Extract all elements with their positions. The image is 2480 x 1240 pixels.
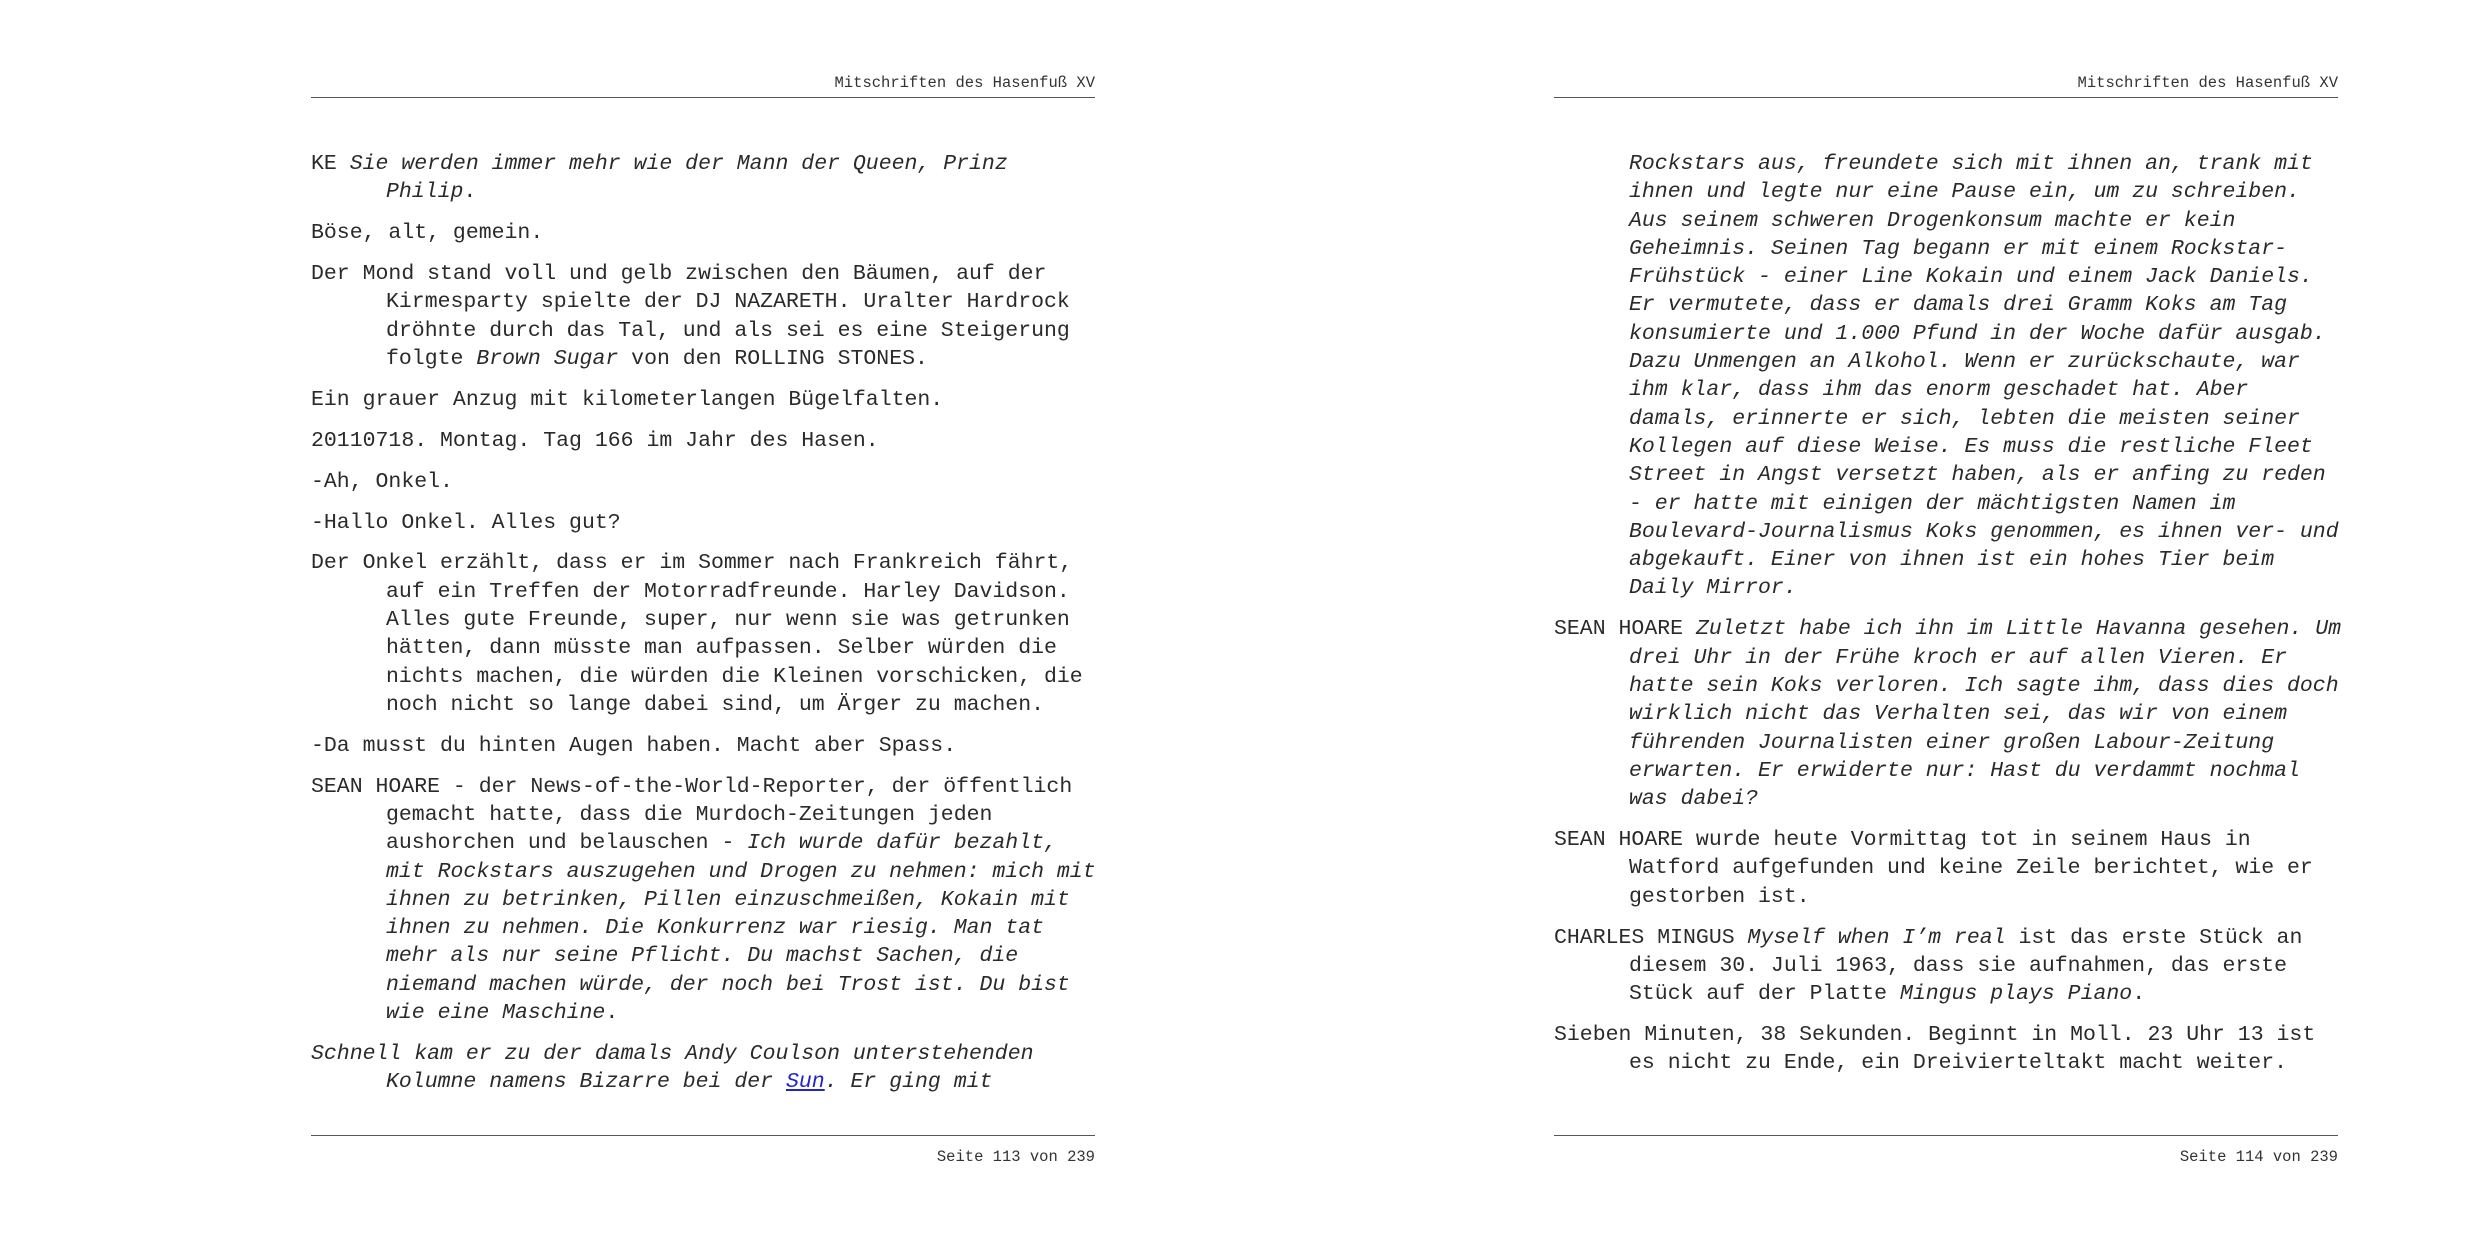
paragraph-text: SEAN HOARE wurde heute Vormittag tot in seinem Haus in Watford aufgefunden und keine Zeile berichtet, wie er gestorben ist. (1554, 828, 2313, 909)
dialogue-line: -Ah, Onkel. (311, 469, 453, 494)
paragraph (1554, 615, 2344, 813)
speaker-label: SEAN HOARE (1554, 617, 1696, 642)
page-114 (1240, 0, 2480, 1240)
paragraph-text: SEAN HOARE - der News-of-the-World-Reporter, der öffentlich gemacht hatte, dass die Murdoch-Zeitungen jeden aushorchen und belauschen - (311, 774, 1073, 856)
song-title: Myself when I’m real (1747, 925, 2006, 950)
paragraph-text: Der Onkel erzählt, dass er im Sommer nach Frankreich fährt, auf ein Treffen der Motorradfreunde. Harley Davidson. Alles gute Freunde, super, nur wenn sie was getrunken hätten, dann müsste man aufpassen. Selber würden die nichts machen, die würden die Kleinen vorschicken, die noch nicht so lange dabei sind, um Ärger zu machen. (311, 551, 1083, 717)
quote-text: Rockstars aus, freundete sich mit ihnen an, trank mit ihnen und legte nur eine Pause ein, um zu schreiben. Aus seinem schweren Drogenkonsum machte er kein Geheimnis. Seinen Tag begann er mit einem Rockstar-Frühstück - einer Line Kokain und einem Jack Daniels. Er vermutete, dass er damals drei Gramm Koks am Tag konsumierte und 1.000 Pfund in der Woche dafür ausgab. Dazu Unmengen an Alkohol. Wenn er zurückschaute, war ihm klar, dass ihm das enorm geschadet hat. Aber damals, erinnerte er sich, lebten die meisten seiner Kollegen auf diese Weise. Es muss die restliche Fleet Street in Angst versetzt haben, als er anfing zu reden - er hatte mit einigen der mächtigsten Namen im Boulevard-Journalismus Koks genommen, es ihnen ver- und abgekauft. Einer von ihnen ist ein hohes Tier beim Daily Mirror. (1629, 152, 2339, 601)
paragraph-text: Böse, alt, gemein. (311, 221, 544, 246)
quote-text: Schnell kam er zu der damals Andy Coulson unterstehenden Kolumne namens Bizarre bei der (311, 1041, 1034, 1095)
running-header: Mitschriften des Hasenfuß XV (2077, 74, 2338, 92)
punctuation: . (2132, 982, 2146, 1007)
quote-text: Ich wurde dafür bezahlt, mit Rockstars auszugehen und Drogen zu nehmen: mich mit ihnen zu betrinken, Pillen einzuschmeißen, Kokain mit ihnen zu nehmen. Die Konkurrenz war riesig. Man tat mehr als nur seine Pflicht. Du machst Sachen, die niemand machen würde, der noch bei Trost ist. Du bist wie eine Maschine (386, 831, 1096, 1026)
paragraph (311, 549, 1101, 719)
paragraph (311, 732, 1101, 760)
speaker-label: KE (311, 152, 350, 176)
paragraph-text: Der Mond stand voll und gelb zwischen den Bäumen, auf der Kirmesparty spielte der DJ NAZARETH. Uralter Hardrock dröhnte durch das Tal, und als sei es eine Steigerung folgte (311, 262, 1070, 371)
paragraph (311, 386, 1101, 414)
speaker-label: CHARLES MINGUS (1554, 925, 1748, 950)
sun-link[interactable]: Sun (785, 1070, 825, 1095)
header-rule (1554, 97, 2338, 98)
quote-text: Sie werden immer mehr wie der Mann der Queen, Prinz Philip (349, 152, 1008, 205)
paragraph-text: Sieben Minuten, 38 Sekunden. Beginnt in Moll. 23 Uhr 13 ist es nicht zu Ende, ein Dreivierteltakt macht weiter. (1554, 1022, 2316, 1076)
header-rule (311, 97, 1095, 98)
running-header: Mitschriften des Hasenfuß XV (834, 74, 1095, 92)
date-line: 20110718. Montag. Tag 166 im Jahr des Hasen. (311, 428, 879, 453)
album-title: Mingus plays Piano (1899, 982, 2133, 1007)
paragraph (311, 468, 1101, 496)
paragraph (1554, 924, 2344, 1009)
paragraph (311, 219, 1101, 247)
paragraph (311, 1040, 1101, 1097)
paragraph (1554, 826, 2344, 911)
page-number: Seite 114 von 239 (2179, 1148, 2338, 1166)
footer-rule (311, 1135, 1095, 1136)
paragraph (1554, 150, 2344, 603)
page-body (1554, 150, 2344, 1090)
paragraph (311, 260, 1101, 373)
punctuation: . (463, 180, 477, 205)
footer-rule (1554, 1135, 2338, 1136)
dialogue-line: -Da musst du hinten Augen haben. Macht aber Spass. (311, 733, 957, 758)
page-body (311, 150, 1101, 1109)
paragraph-text: von den ROLLING STONES. (618, 346, 928, 371)
dialogue-line: -Hallo Onkel. Alles gut? (311, 510, 621, 535)
paragraph (1554, 1021, 2344, 1078)
punctuation: . (605, 1001, 619, 1026)
quote-text: . Er ging mit (824, 1070, 993, 1095)
paragraph (311, 427, 1101, 455)
paragraph (311, 773, 1101, 1028)
page-number: Seite 113 von 239 (936, 1148, 1095, 1166)
quote-text: Zuletzt habe ich ihn im Little Havanna gesehen. Um drei Uhr in der Frühe kroch er auf allen Vieren. Er hatte sein Koks verloren. Ich sagte ihm, dass dies doch wirklich nicht das Verhalten sei, das wir von einem führenden Journalisten einer großen Labour-Zeitung erwarten. Er erwiderte nur: Hast du verdammt nochmal was dabei? (1629, 617, 2342, 812)
paragraph-text: ist das erste Stück an diesem 30. Juli 1963, dass sie aufnahmen, das erste Stück auf der Platte (1629, 925, 2303, 1007)
paragraph (311, 509, 1101, 537)
paragraph-text: Ein grauer Anzug mit kilometerlangen Bügelfalten. (311, 387, 944, 412)
song-title: Brown Sugar (476, 346, 619, 371)
paragraph (311, 150, 1101, 207)
